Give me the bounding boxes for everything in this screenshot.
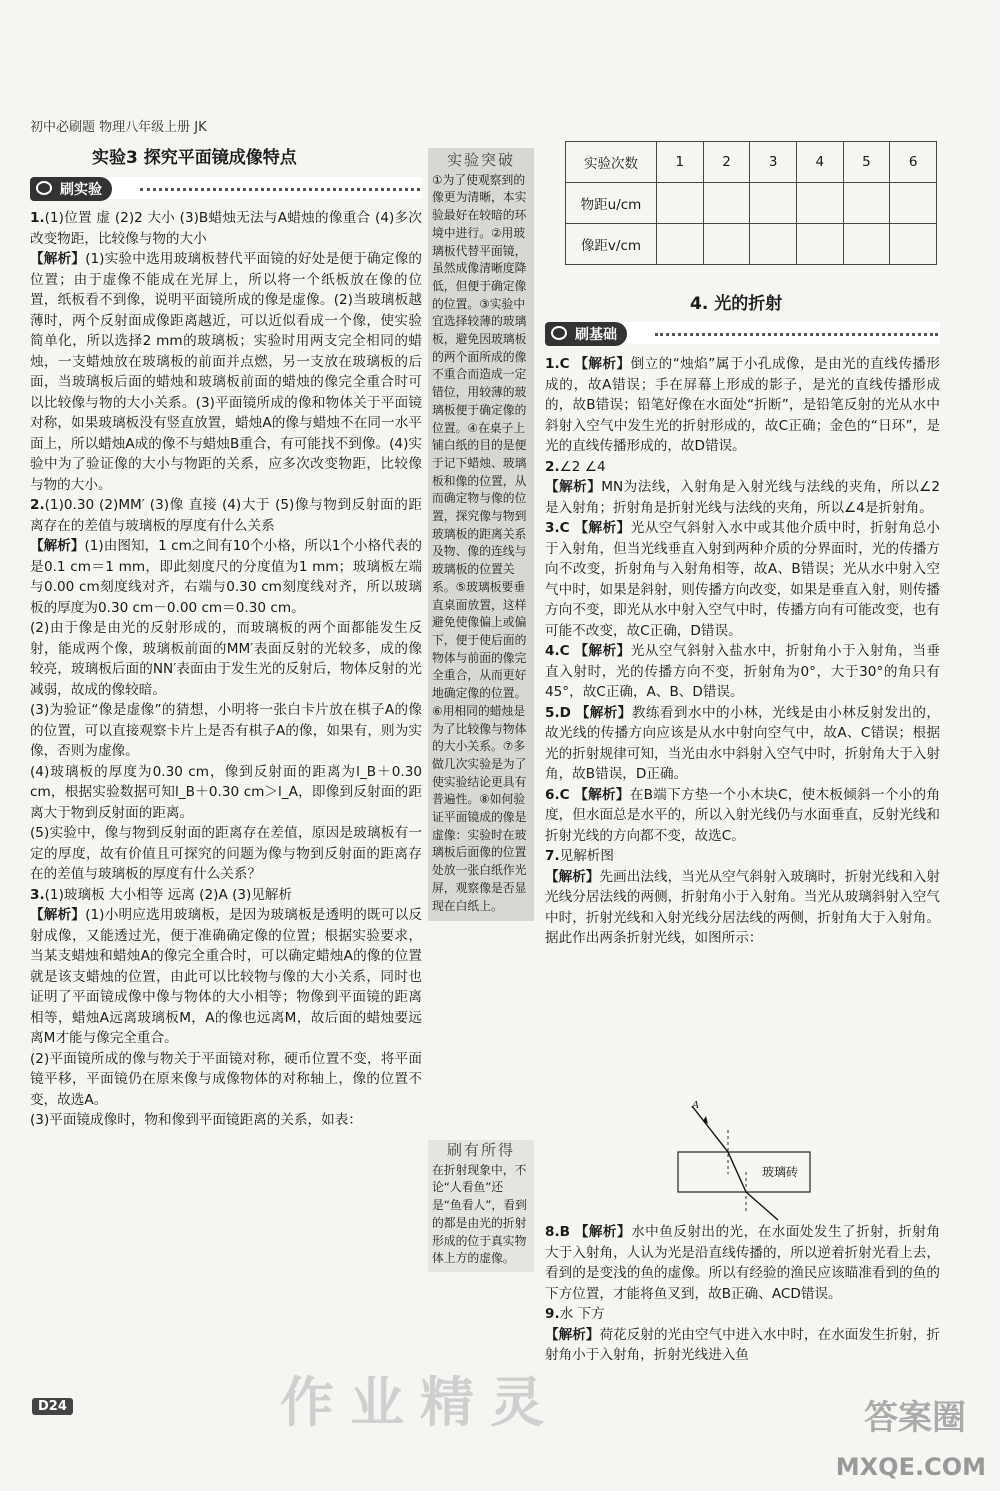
right-item-5: 5.D 【解析】教练看到水中的小林，光线是由小林反射发出的，故光线的传播方向应该是从水中射向空气中，故A、C错误；根据光的折射规律可知，当光由水中斜射入空气中时，折射角大于入射角，故B错误，D正确。 [545,704,941,782]
emergent-ray [746,1192,778,1220]
table-header-cell: 3 [750,142,797,183]
table-header-cell: 2 [703,142,750,183]
sidebar2-heading: 刷有所得 [446,1141,515,1159]
table-row-label: 物距u/cm [566,183,657,224]
answer-item-2: 2.(1)0.30 (2)MM′ (3)像 直接 (4)大于 (5)像与物到反射面的距离存在的差值与玻璃板的厚度有什么关系 [30,497,422,534]
analysis-item-2d: (4)玻璃板的厚度为0.30 cm，像到反射面的距离为l_B＋0.30 cm，根据实验数据可知l_B＋0.30 cm＞l_A，即像到反射面的距离大于物到反射面的距离。 [30,763,422,821]
band-label: 刷实验 [30,177,112,201]
sidebar-experiment-tips [428,148,534,921]
right-item-9-analysis: 【解析】荷花反射的光由空气中进入水中时，在水面发生折射，折射角小于入射角，折射光线进入鱼 [545,1326,941,1363]
table-header-cell: 4 [796,142,843,183]
analysis-item-3: 【解析】(1)小明应选用玻璃板，是因为玻璃板是透明的既可以反射成像，又能透过光，便于准确确定像的位置；根据实验要求，当某支蜡烛和蜡烛A的像完全重合时，可以确定蜡烛A的像的位置就是该支蜡烛的位置，由此可以比较物与像的大小关系，同时也证明了平面镜成像中像与物体的大小相等；物像到平面镜的距离相等，蜡烛A远离玻璃板M，A的像也远离M，故后面的蜡烛要远离M才能与像完全重合。 [30,907,423,1046]
right-item-1: 1.C 【解析】倒立的“烛焰”属于小孔成像，是由光的直线传播形成的，故A错误；手在屏幕上形成的影子，是光的直线传播形成的，故B错误；铅笔好像在水面处“折断”，是铅笔反射的光从水中斜射入空气中发生光的折射形成的，故C正确；金色的“日环”，是光的直线传播形成的，故D错误。 [545,356,940,454]
watermark-site: MXQE.COM [835,1453,986,1481]
section-title-left: 实验3 探究平面镜成像特点 [92,148,297,168]
table-row [566,224,937,265]
data-table [565,141,937,265]
page-number: D24 [32,1398,73,1415]
table-cell [750,183,797,224]
band-right [545,322,940,344]
dotted-divider [140,188,420,191]
analysis-item-2: 【解析】(1)由图知，1 cm之间有10个小格，所以1个小格代表的是0.1 cm＝1 mm，即此刻度尺的分度值为1 mm；玻璃板左端与0.00 cm刻度线对齐，右端与0.30 cm刻度线对齐，所以玻璃板的厚度为0.30 cm－0.00 cm＝0.30 cm。 [30,538,423,616]
table-cell [843,224,890,265]
left-column [30,208,422,1131]
table-cell [657,183,704,224]
sidebar-text: ①为了使观察到的像更为清晰，本实验最好在较暗的环境中进行。②用玻璃板代替平面镜，虽然成像清晰度降低，但便于确定像的位置。③实验中宜选择较薄的玻璃板，避免因玻璃板的两个面所成的像不重合而造成一定错位，用较薄的玻璃板便于确定像的位置。④在桌子上铺白纸的目的是便于记下蜡烛、玻璃板和像的位置，从而确定物与像的位置，探究像与物到玻璃板的距离关系及物、像的连线与玻璃板的位置关系。⑤玻璃板要垂直桌面放置，这样避免使像偏上或偏下，便于使后面的物体与前面的像完全重合，从而更好地确定像的位置。⑥用相同的蜡烛是为了比较像与物体的大小关系。⑦多做几次实验是为了使实验结论更具有普遍性。⑧如何验证平面镜成的像是虚像：实验时在玻璃板后面像的位置处放一张白纸作光屏，观察像是否显现在白纸上。 [432,172,527,913]
table-row [566,183,937,224]
answer-item-1: 1.(1)位置 虚 (2)2 大小 (3)B蜡烛无法与A蜡烛的像重合 (4)多次改变物距，比较像与物的大小 [30,210,422,247]
refraction-figure [670,1100,820,1222]
right-item-8: 8.B 【解析】水中鱼反射出的光，在水面处发生了折射，折射角大于入射角，人认为光是沿直线传播的，所以逆着折射光看上去，看到的是变浅的鱼的虚像。所以有经验的渔民应该瞄准看到的鱼的下方位置，才能将鱼叉到，故B正确、ACD错误。 [545,1224,941,1302]
analysis-item-2c: (3)为验证“像是虚像”的猜想，小明将一张白卡片放在棋子A的像的位置，可以直接观察卡片上是否有棋子A的像，如果有，则为实像，否则为虚像。 [30,702,422,759]
watermark-text: 作业精灵 [280,1371,560,1434]
analysis-item-2b: (2)由于像是由光的反射形成的，而玻璃板的两个面都能发生反射，能成两个像，玻璃板前面的MM′表面反射的光较多，成的像较亮，玻璃板后面的NN′表面由于发生光的反射后，物体反射的光减弱，故成的像较暗。 [30,620,422,698]
refracted-ray-inside [728,1152,746,1192]
watermark-logo: 答案圈 [864,1398,966,1438]
analysis-item-2e: (5)实验中，像与物到反射面的距离存在差值，原因是玻璃板有一定的厚度，故有价值且可探究的问题为像与物到反射面的距离存在的差值与玻璃板的厚度有什么关系？ [30,825,422,882]
table-cell [796,183,843,224]
table-cell [890,183,937,224]
table-cell [843,183,890,224]
sidebar2-text: 在折射现象中，不论“人看鱼”还是“鱼看人”，看到的都是由光的折射形成的位于真实物体上方的虚像。 [432,1162,527,1266]
answer-item-3: 3.(1)玻璃板 大小相等 远离 (2)A (3)见解析 [30,886,293,903]
table-header-cell: 6 [890,142,937,183]
table-cell [750,224,797,265]
right-item-3: 3.C 【解析】光从空气斜射入水中或其他介质中时，折射角总小于入射角，但当光线垂直入射到两种介质的分界面时，光的传播方向不改变，折射角与入射角相等，故A、B错误；光从水中射入空气中时，如果是斜射，则传播方向改变，如果是垂直入射，则传播方向不变，即光从水中射入空气中时，传播方向有可能改变，也有可能不改变，故C正确，D错误。 [545,520,941,639]
table-row [566,142,937,183]
analysis-item-1: 【解析】(1)实验中选用玻璃板替代平面镜的好处是便于确定像的位置；由于虚像不能成在光屏上，所以将一个纸板放在像的位置，纸板看不到像，说明平面镜所成的像是虚像。(2)当玻璃板越薄时，两个反射面成像距离越近，可以近似看成一个像，使实验简单化，所以选择2 mm的玻璃板；实验时用两支完全相同的蜡烛，一支蜡烛放在玻璃板的前面并点燃，另一支放在玻璃板的后面，当玻璃板后面的蜡烛和玻璃板前面的蜡烛的像完全重合时可以比较像与物的大小关系。(3)平面镜所成的像和物体关于平面镜对称，如果玻璃板没有竖直放置，蜡烛A的像与蜡烛不在同一水平面上，所以蜡烛A成的像不与蜡烛B重合，有可能找不到像。(4)实验中为了验证像的大小与物距的关系，应多次改变物距，比较像与物的大小。 [30,251,423,493]
right-item-9: 9.水 下方 [545,1306,605,1322]
analysis-item-3b: (2)平面镜所成的像与物关于平面镜对称，硬币位置不变，将平面镜平移，平面镜仍在原来像与成像物体的对称轴上，像的位置不变，故选A。 [30,1050,422,1108]
table-header-cell: 5 [843,142,890,183]
sidebar-heading: 实验突破 [446,151,515,169]
right-item-7: 7.见解析图 [545,848,614,864]
band-left [30,177,422,199]
running-header: 初中必刷题 物理八年级上册 JK [30,120,207,135]
table-row-label: 像距v/cm [566,224,657,265]
right-item-2: 2.∠2 ∠4 [545,458,606,475]
label-glass: 玻璃砖 [762,1165,799,1179]
label-a: A [692,1100,699,1111]
right-item-4: 4.C 【解析】光从空气斜射入盐水中，折射角小于入射角，当垂直入射时，光的传播方向不变，折射角为0°，大于30°的角只有45°，故C正确，A、B、D错误。 [545,643,941,700]
table-cell [890,224,937,265]
table-header-cell: 实验次数 [566,142,657,183]
analysis-item-3c: (3)平面镜成像时，物和像到平面镜距离的关系，如表： [30,1112,362,1128]
incident-ray [692,1106,728,1152]
sidebar-takeaway [428,1140,534,1272]
right-item-6: 6.C 【解析】在B端下方垫一个小木块C，使木板倾斜一个小的角度，但水面总是水平的，所以入射光线仍与水面垂直，反射光线和折射光线的方向都不变，故选C。 [545,786,941,844]
right-item-2-analysis: 【解析】MN为法线，入射角是入射光线与法线的夹角，所以∠2是入射角；折射角是折射光线与法线的夹角，所以∠4是折射角。 [545,479,941,516]
table-cell [796,224,843,265]
right-column-bottom [545,1222,940,1366]
table-cell [657,224,704,265]
table-cell [703,224,750,265]
table-header-cell: 1 [657,142,704,183]
dotted-divider [655,333,938,336]
section-title-right: 4. 光的折射 [690,294,783,314]
right-item-7-analysis: 【解析】先画出法线，当光从空气斜射入玻璃时，折射光线和入射光线分居法线的两侧，折射角小于入射角。当光从玻璃斜射入空气中时，折射光线和入射光线分居法线的两侧，折射角大于入射角。据此作出两条折射光线，如图所示： [545,868,941,946]
right-column-top [545,354,940,949]
table-cell [703,183,750,224]
band-label: 刷基础 [545,322,627,346]
